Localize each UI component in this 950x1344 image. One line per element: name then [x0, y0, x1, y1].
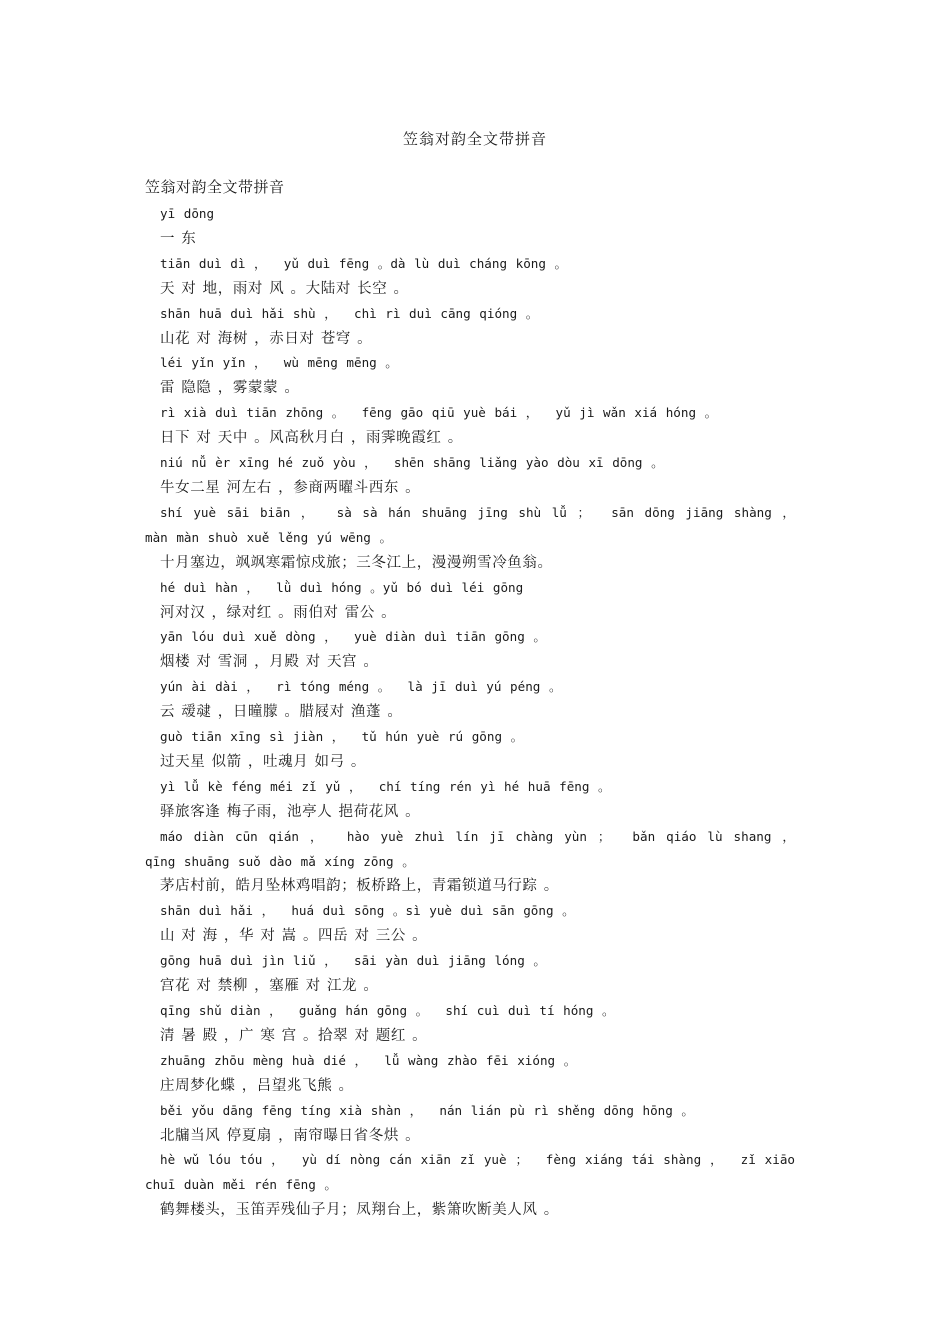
hanzi-line: 云 叆叇 ，日曈朦 。腊屐对 渔蓬 。	[160, 704, 403, 721]
pinyin-line: yī dōng	[160, 206, 215, 221]
hanzi-line: 茅店村前，皓月坠林鸡唱韵；板桥路上，青霜锁道马行踪 。	[160, 878, 559, 895]
hanzi-line: 鹤舞楼头，玉笛弄残仙子月；凤翔台上，紫箫吹断美人风 。	[160, 1202, 559, 1219]
document-heading: 笠翁对韵全文带拼音	[145, 178, 285, 196]
pinyin-line: shān duì hǎi ， huá duì sōng 。sì yuè duì sān gōng 。	[160, 903, 575, 919]
hanzi-line: 山 对 海 ，华 对 嵩 。四岳 对 三公 。	[160, 928, 428, 945]
pinyin-line: rì xià duì tiān zhōng 。 fēng gāo qiū yuè bái ， yǔ jì wǎn xiá hóng 。	[160, 405, 718, 421]
hanzi-line: 过天星 似箭 ，吐魂月 如弓 。	[160, 753, 367, 770]
pinyin-line: yún ài dài ， rì tóng méng 。 là jī duì yú péng 。	[160, 679, 562, 695]
pinyin-line: gōng huā duì jìn liǔ ， sāi yàn duì jiāng lóng 。	[160, 953, 546, 969]
page-title: 笠翁对韵全文带拼音	[402, 130, 547, 148]
hanzi-line: 清 暑 殿 ，广 寒 宫 。拾翠 对 题红 。	[160, 1027, 428, 1044]
pinyin-line: yì lǚ kè féng méi zǐ yǔ ， chí tíng rén yì hé huā fēng 。	[160, 778, 611, 794]
pinyin-line: zhuāng zhōu mèng huà dié ， lǚ wàng zhào fēi xióng 。	[160, 1052, 577, 1068]
hanzi-line: 十月塞边，飒飒寒霜惊戍旅；三冬江上，漫漫朔雪冷鱼翁。	[160, 554, 553, 571]
hanzi-line: 日下 对 天中 。风高秋月白 ，雨霁晚霞红 。	[160, 430, 463, 447]
hanzi-line: 牛女二星 河左右 ，参商两曜斗西东 。	[160, 479, 421, 496]
hanzi-line: 北牖当风 停夏扇 ，南帘曝日省冬烘 。	[160, 1127, 421, 1144]
pinyin-line: niú nǚ èr xīng hé zuǒ yòu ， shēn shāng liǎng yào dòu xī dōng 。	[160, 455, 664, 471]
hanzi-line: 一 东	[160, 230, 197, 247]
pinyin-line: tiān duì dì ， yǔ duì fēng 。dà lù duì cháng kōng 。	[160, 255, 568, 271]
hanzi-line: 宫花 对 禁柳 ，塞雁 对 江龙 。	[160, 978, 379, 995]
pinyin-line: hé duì hàn ， lǜ duì hóng 。yǔ bó duì léi gōng	[160, 579, 524, 595]
pinyin-line: yān lóu duì xuě dòng ， yuè diàn duì tiān gōng 。	[160, 629, 546, 645]
pinyin-line: guò tiān xīng sì jiàn ， tǔ hún yuè rú gōng 。	[160, 729, 524, 745]
pinyin-line: běi yǒu dāng fēng tíng xià shàn ， nán lián pù rì shěng dōng hōng 。	[160, 1102, 695, 1118]
hanzi-line: 庄周梦化蝶 ，吕望兆飞熊 。	[160, 1077, 354, 1094]
document-body	[145, 202, 813, 1223]
hanzi-line: 天 对 地，雨对 风 。大陆对 长空 。	[160, 280, 409, 297]
hanzi-line: 驿旅客逢 梅子雨，池亭人 挹荷花风 。	[160, 803, 421, 820]
pinyin-line: léi yǐn yǐn ， wù mēng mēng 。	[160, 355, 398, 371]
pinyin-line: máo diàn cūn qián ， hào yuè zhuì lín jī chàng yùn ； bǎn qiáo lù shang ， qīng shuāng suǒ dào mǎ xíng zōng 。	[145, 828, 813, 869]
pinyin-line: hè wǔ lóu tóu ， yù dí nòng cán xiān zǐ yuè ； fèng xiáng tái shàng ， zǐ xiāo chuī duàn měi rén fēng 。	[145, 1152, 804, 1193]
pinyin-line: shān huā duì hǎi shù ， chì rì duì cāng qióng 。	[160, 305, 539, 321]
hanzi-line: 雷 隐隐 ，雾蒙蒙 。	[160, 380, 300, 397]
hanzi-line: 河对汉 ，绿对红 。雨伯对 雷公 。	[160, 604, 397, 621]
pinyin-line: shí yuè sāi biān ， sà sà hán shuāng jīng shù lǚ ； sān dōng jiāng shàng ， màn màn shuò xuě lěng yú wēng 。	[145, 504, 813, 545]
pinyin-line: qīng shǔ diàn ， guǎng hán gōng 。 shí cuì duì tí hóng 。	[160, 1003, 615, 1018]
hanzi-line: 山花 对 海树 ，赤日对 苍穹 。	[160, 330, 373, 347]
hanzi-line: 烟楼 对 雪洞 ，月殿 对 天宫 。	[160, 654, 379, 671]
